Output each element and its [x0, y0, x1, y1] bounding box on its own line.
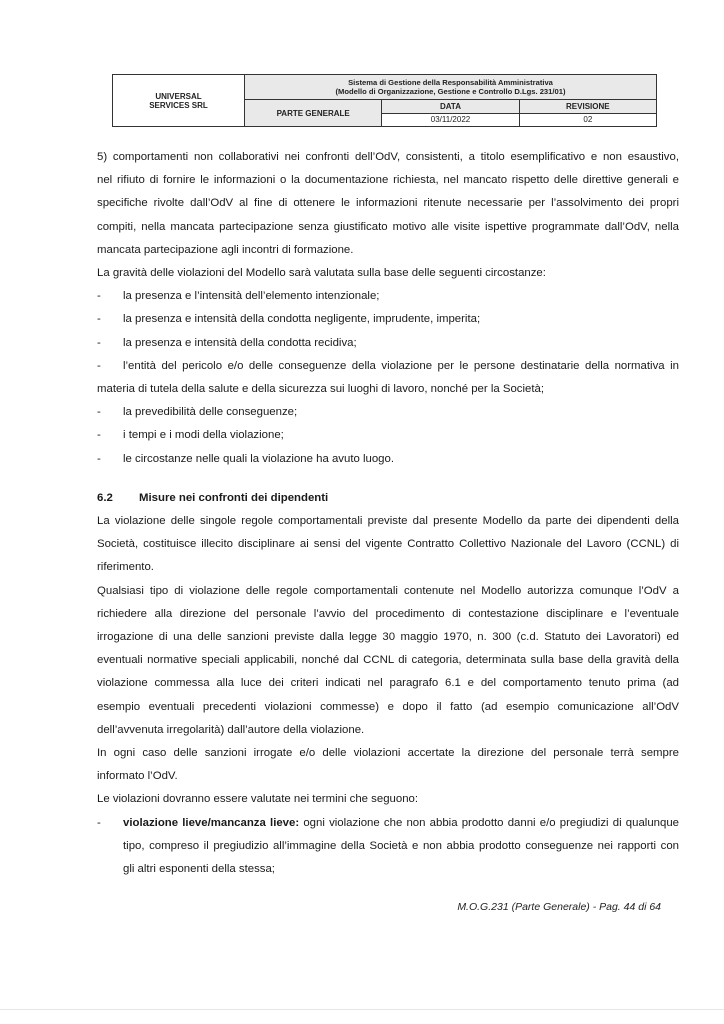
paragraph-line: materia di tutela della salute e della sicurezza sui luoghi di lavoro, nonché per la Società;: [97, 383, 545, 396]
section-label: PARTE GENERALE: [245, 100, 382, 127]
paragraph-line: esempio eventuali precedenti violazioni commesse) e dopo il fatto (ad esempio comunicazione all’OdV: [97, 700, 679, 713]
section-title: Misure nei confronti dei dipendenti: [139, 491, 329, 504]
section-heading: [97, 487, 679, 510]
paragraph-line: dell’avvenuta irregolarità) dall’autore della violazione.: [97, 723, 365, 736]
list-item: - le circostanze nelle quali la violazione ha avuto luogo.: [97, 448, 679, 471]
page-footer: M.O.G.231 (Parte Generale) - Pag. 44 di 64: [457, 901, 661, 913]
list-item: - la presenza e intensità della condotta recidiva;: [97, 332, 679, 355]
list-item: - violazione lieve/mancanza lieve: ogni violazione che non abbia prodotto danni e/o pregiudizi di qualunque: [97, 812, 679, 835]
paragraph-line: mancata partecipazione agli incontri di formazione.: [97, 243, 354, 256]
paragraph-line: Qualsiasi tipo di violazione delle regole comportamentali contenute nel Modello autorizza comunque l’OdV a: [97, 584, 679, 597]
bold-term: violazione lieve/mancanza lieve:: [123, 816, 300, 829]
paragraph-line: Società, costituisce illecito disciplinare ai sensi del vigente Contratto Collettivo Nazionale del Lavoro (CCNL) di: [97, 538, 679, 551]
date-value: 03/11/2022: [382, 113, 519, 127]
revision-label: REVISIONE: [519, 100, 656, 114]
date-label: DATA: [382, 100, 519, 114]
paragraph: La gravità delle violazioni del Modello sarà valutata sulla base delle seguenti circostanze:: [97, 267, 546, 280]
paragraph-line: irrogazione di una delle sanzioni previste dalla legge 30 maggio 1970, n. 300 (c.d. Statuto dei Lavoratori) ed: [97, 631, 679, 644]
paragraph-line: richiedere alla direzione del personale l’avvio del procedimento di contestazione disciplinare e l’eventuale: [97, 607, 679, 620]
dash-marker: -: [97, 290, 101, 303]
paragraph-line: In ogni caso delle sanzioni irrogate e/o delle violazioni accertate la direzione del personale terrà sempre: [97, 747, 679, 760]
document-header-table: [112, 74, 657, 127]
list-item: - la presenza e intensità della condotta negligente, imprudente, imperita;: [97, 308, 679, 331]
system-title: Sistema di Gestione della Responsabilità Amministrativa (Modello di Organizzazione, Gestione e Controllo D.Lgs. 231/01): [245, 75, 657, 100]
section-number: 6.2: [97, 491, 113, 504]
paragraph-line: violazione commessa alla luce dei criteri indicati nel paragrafo 6.1 e del comportamento tenuto prima (ad: [97, 677, 679, 690]
paragraph-line: specifiche rivolte dall’OdV al fine di ottenere le informazioni ritenute necessarie per l’assolvimento dei propri: [97, 197, 679, 210]
list-item: - la presenza e l’intensità dell’elemento intenzionale;: [97, 285, 679, 308]
paragraph-line: tipo, compreso il pregiudizio all’immagine della Società e non abbia prodotto conseguenze nei rapporti con: [123, 839, 679, 852]
paragraph: Le violazioni dovranno essere valutate nei termini che seguono:: [97, 793, 419, 806]
dash-marker: -: [97, 816, 101, 829]
bottom-rule: [0, 1009, 724, 1010]
paragraph-line: informato l’OdV.: [97, 770, 178, 783]
dash-marker: -: [97, 359, 101, 372]
dash-marker: -: [97, 336, 101, 349]
company-name: UNIVERSAL SERVICES SRL: [113, 75, 245, 127]
list-item: - la prevedibilità delle conseguenze;: [97, 401, 679, 424]
paragraph-line: nel rifiuto di fornire le informazioni o la documentazione richiesta, nel mancato rispetto delle direttive generali e: [97, 174, 679, 187]
dash-marker: -: [97, 429, 101, 442]
dash-marker: -: [97, 313, 101, 326]
paragraph-line: eventuali normative speciali applicabili, nonché dal CCNL di categoria, determinata sulla base della gravità della: [97, 654, 679, 667]
list-item: - l’entità del pericolo e/o delle conseguenze della violazione per le persone destinatarie della normativa in: [97, 355, 679, 378]
document-body: [97, 146, 679, 881]
paragraph-line: 5) comportamenti non collaborativi nei confronti dell’OdV, consistenti, a titolo esemplificativo e non esaustivo,: [97, 151, 679, 163]
paragraph-line: compiti, nella mancata partecipazione senza giustificato motivo alle visite ispettive programmate dall’OdV, nella: [97, 220, 679, 233]
paragraph-line: riferimento.: [97, 561, 154, 574]
list-item: - i tempi e i modi della violazione;: [97, 424, 679, 447]
dash-marker: -: [97, 406, 101, 419]
dash-marker: -: [97, 452, 101, 465]
paragraph-line: La violazione delle singole regole comportamentali previste dal presente Modello da parte dei dipendenti della: [97, 515, 679, 528]
revision-value: 02: [519, 113, 656, 127]
paragraph-line: gli altri esponenti della stessa;: [123, 863, 275, 876]
